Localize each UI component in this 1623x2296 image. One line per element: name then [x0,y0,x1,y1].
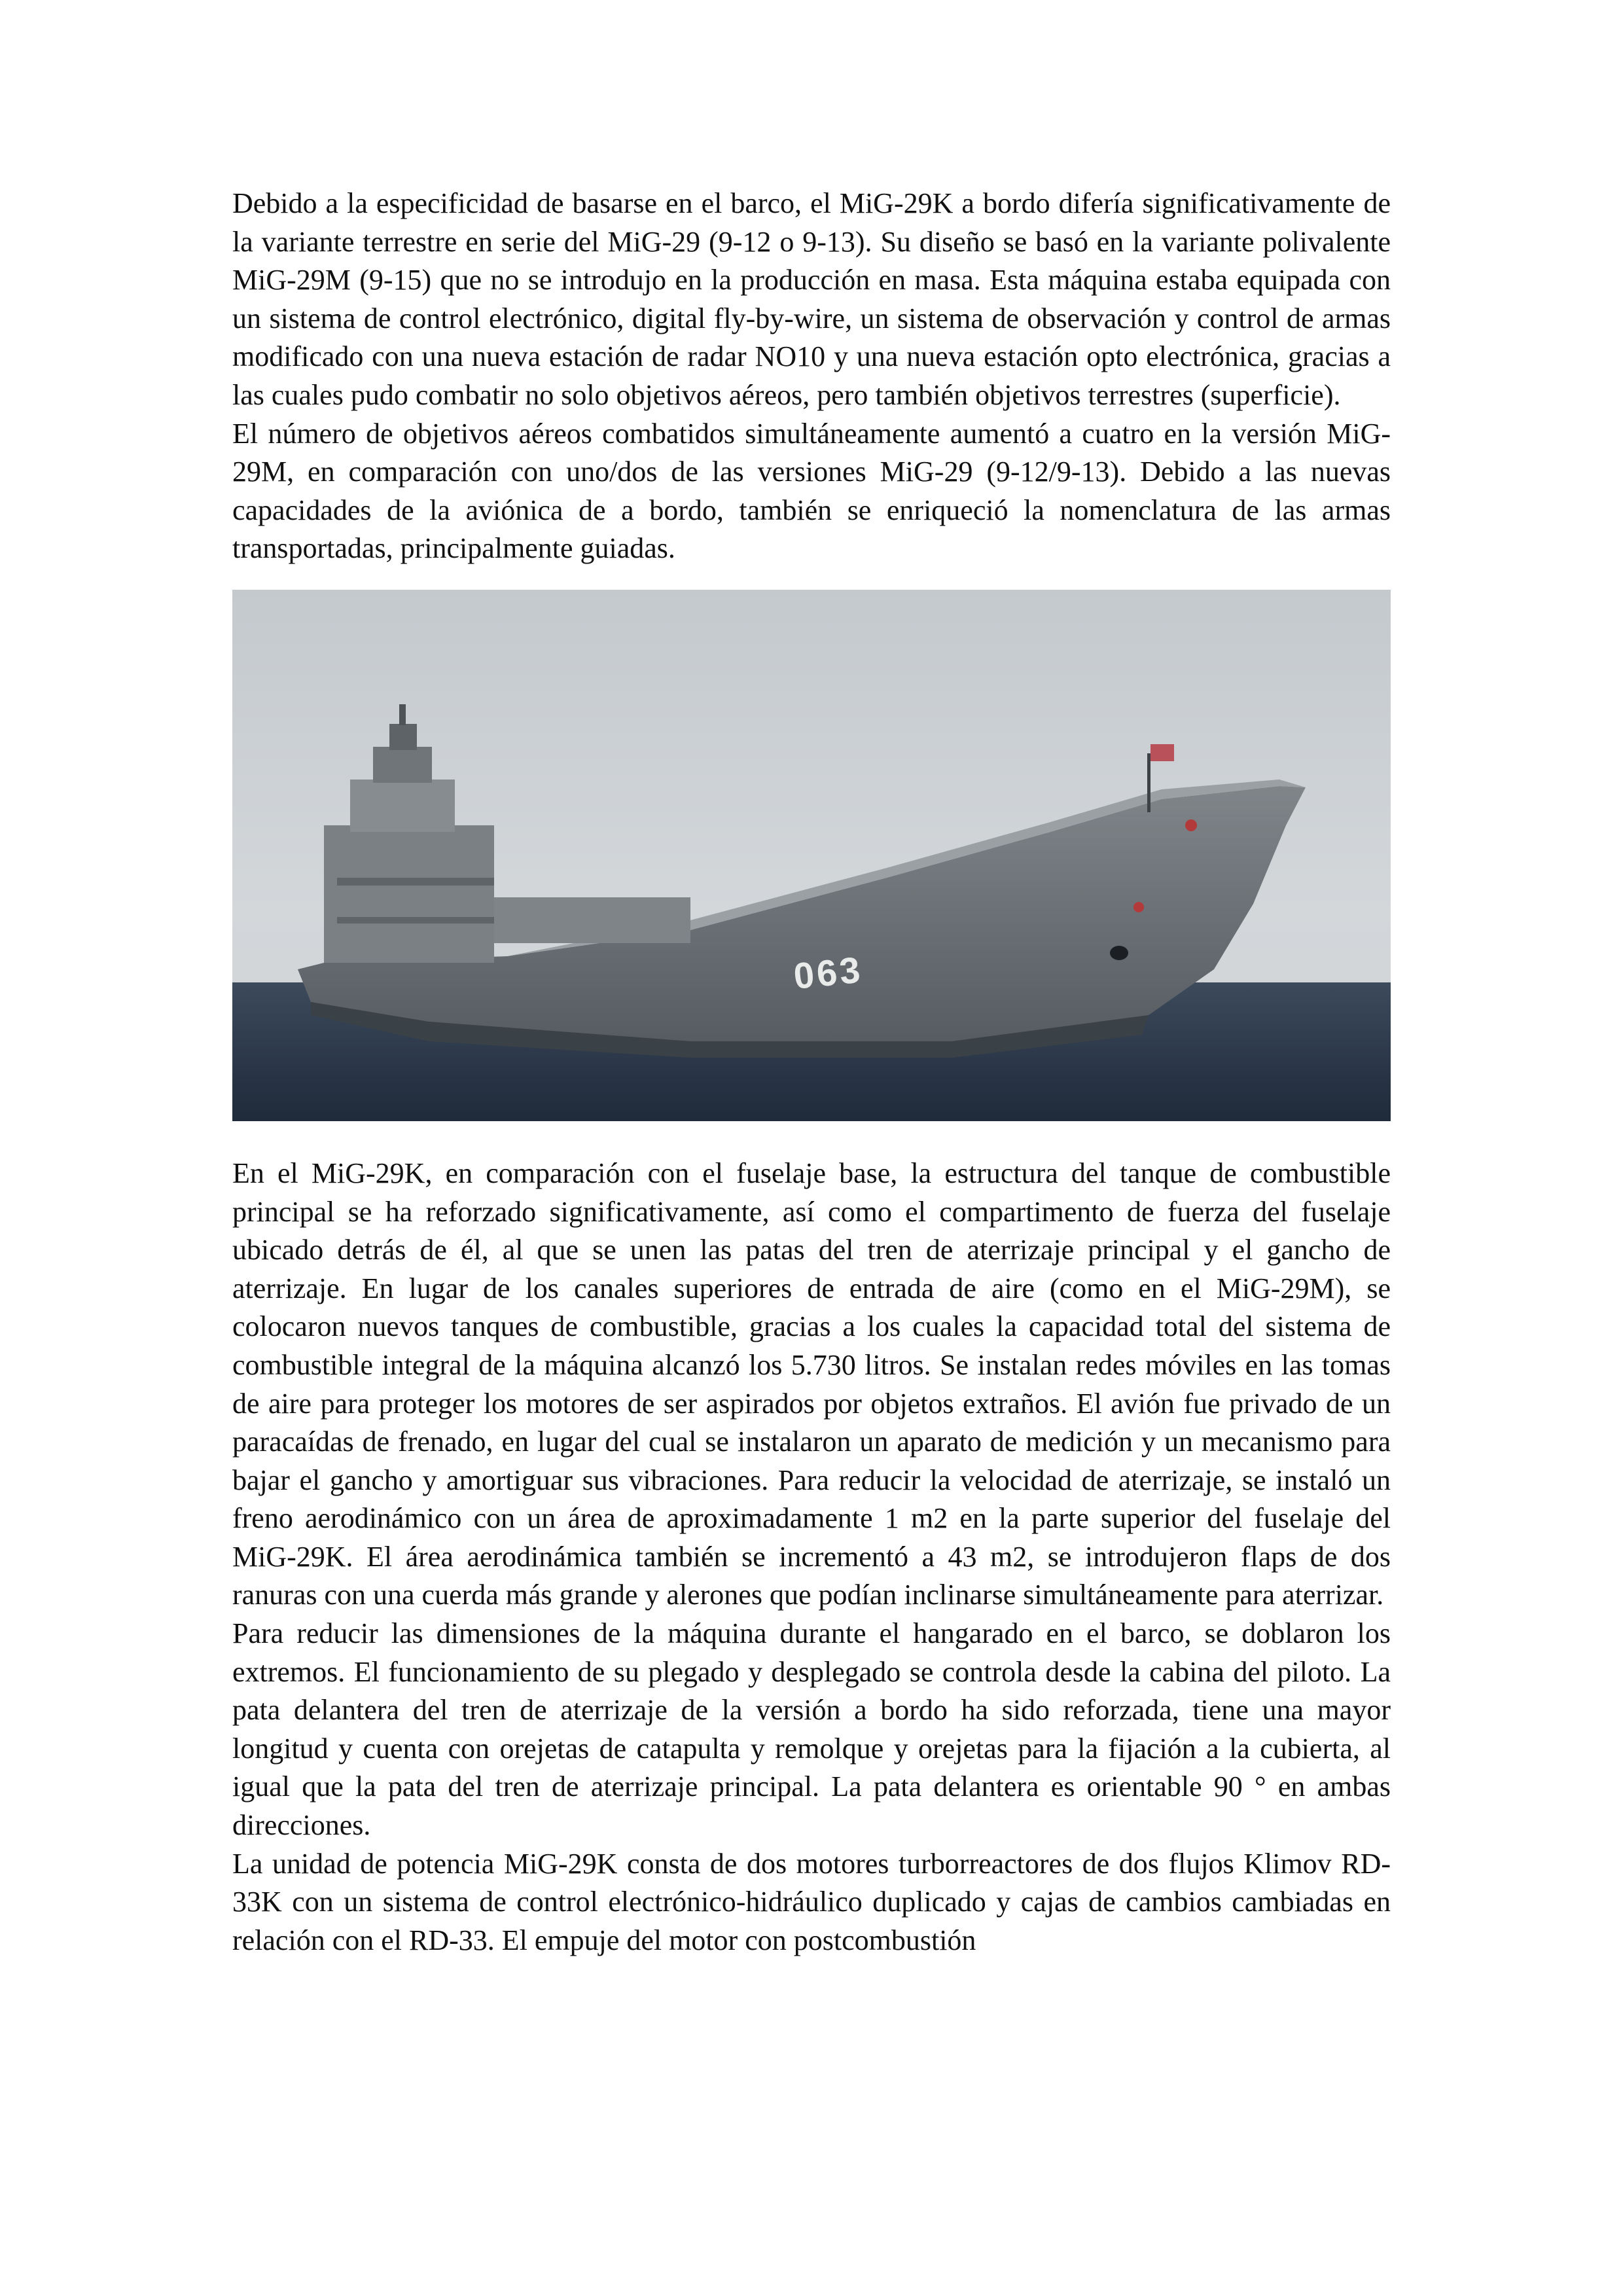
document-page [232,185,1391,1960]
bow-mast [1147,753,1150,812]
anchor-hawse [1110,946,1128,960]
paragraph-5: La unidad de potencia MiG-29K consta de dos motores turborreactores de dos flujos Klimov RD-33K con un sistema de control electrónico-hidráulico duplicado y cajas de cambios cambiadas en relación con el RD-33. El empuje del motor con postcombustión [232,1847,1391,1956]
flag [1150,744,1174,761]
aircraft-carrier-photo [232,590,1391,1121]
island-structure [324,825,494,963]
carrier-illustration [232,590,1391,1121]
paragraph-2: El número de objetivos aéreos combatidos simultáneamente aumentó a cuatro en la versión MiG-29M, en comparación con uno/dos de las versiones MiG-29 (9-12/9-13). Debido a las nuevas capacidades de la aviónica de a bordo, también se enriqueció la nomenclatura de las armas transportadas, principalmente guiadas. [232,417,1391,565]
hull-number: 063 [791,948,865,997]
paragraph-4: Para reducir las dimensiones de la máquina durante el hangarado en el barco, se doblaron los extremos. El funcionamiento de su plegado y desplegado se controla desde la cabina del piloto. La pata delantera del tren de aterrizaje de la versión a bordo ha sido reforzada, tiene una mayor longitud y cuenta con orejetas de catapulta y remolque y orejetas para la fijación a la cubierta, al igual que la pata del tren de aterrizaje principal. La pata delantera es orientable 90 ° en ambas direcciones. [232,1617,1391,1842]
paragraph-3: En el MiG-29K, en comparación con el fuselaje base, la estructura del tanque de combustible principal se ha reforzado significativamente, así como el compartimento de fuerza del fuselaje ubicado detrás de él, al que se unen las patas del tren de aterrizaje principal y el gancho de aterrizaje. En lugar de los canales superiores de entrada de aire (como en el MiG-29M), se colocaron nuevos tanques de combustible, gracias a los cuales la capacidad total del sistema de combustible integral de la máquina alcanzó los 5.730 litros. Se instalan redes móviles en las tomas de aire para proteger los motores de ser aspirados por objetos extraños. El avión fue privado de un paracaídas de frenado, en lugar del cual se instalaron un aparato de medición y un mecanismo para bajar el gancho y amortiguar sus vibraciones. Para reducir la velocidad de aterrizaje, se instaló un freno aerodinámico con un área de aproximadamente 1 m2 en la parte superior del fuselaje del MiG-29K. El área aerodinámica también se incrementó a 43 m2, se introdujeron flaps de dos ranuras con una cuerda más grande y alerones que podían inclinarse simultáneamente para aterrizar. [232,1157,1391,1611]
paragraph-1: Debido a la especificidad de basarse en el barco, el MiG-29K a bordo difería significativamente de la variante terrestre en serie del MiG-29 (9-12 o 9-13). Su diseño se basó en la variante polivalente MiG-29M (9-15) que no se introdujo en la producción en masa. Esta máquina estaba equipada con un sistema de control electrónico, digital fly-by-wire, un sistema de observación y control de armas modificado con una nueva estación de radar NO10 y una nueva estación opto electrónica, gracias a las cuales pudo combatir no solo objetivos aéreos, pero también objetivos terrestres (superficie). [232,187,1391,411]
